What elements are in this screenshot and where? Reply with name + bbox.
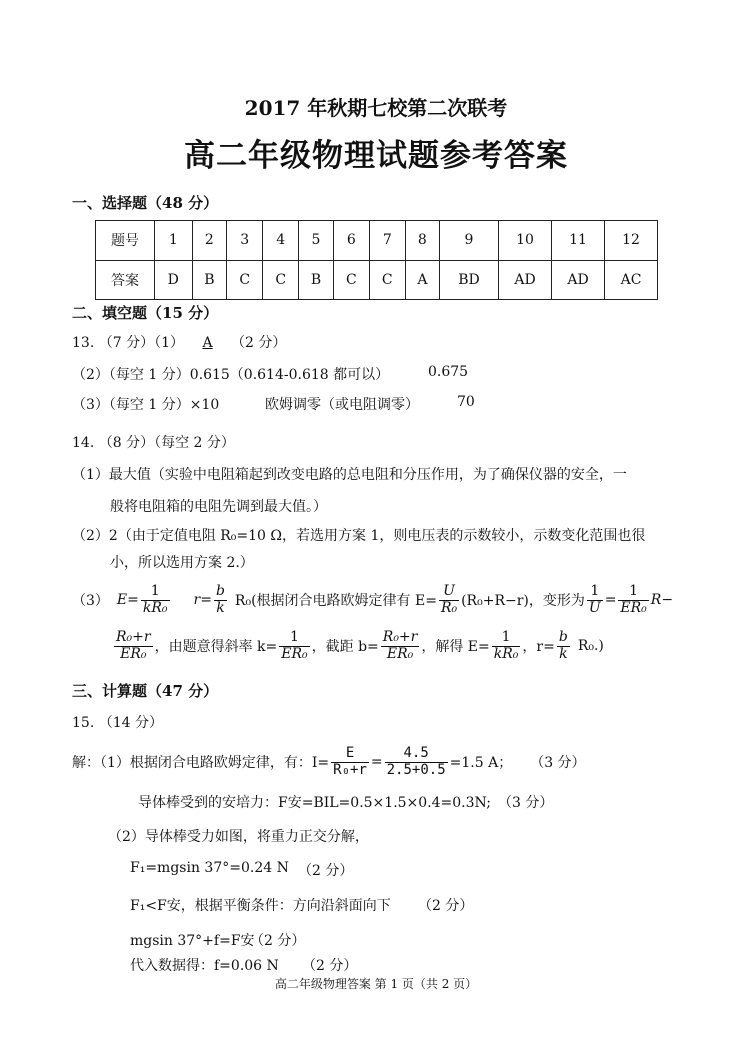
table-cell: BD (440, 260, 499, 300)
table-cell: C (369, 260, 405, 300)
q15-part-2: （2）导体棒受力如图，将重力正交分解， (108, 829, 369, 845)
table-cell: 4 (263, 221, 299, 261)
current-result: =1.5 A； (449, 755, 513, 771)
denominator: U (588, 599, 601, 616)
denominator: ER₀ (120, 645, 147, 662)
row-label: 题号 (96, 221, 155, 261)
ampere-force: 导体棒受到的安培力：F安=BIL=0.5×1.5×0.4=0.3N; (138, 795, 492, 811)
formula-r-eq: r= (193, 592, 212, 608)
table-cell: C (227, 260, 263, 300)
numerator: 1 (141, 584, 170, 600)
fraction (439, 584, 459, 616)
q14-2-line-a: （2）2（由于定值电阻 R₀=10 Ω，若选用方案 1，则电压表的示数较小，示数变化范围也很 (72, 528, 646, 544)
section-3-heading: 三、计算题（47 分） (72, 682, 219, 700)
numerator: R₀+r (116, 629, 151, 646)
fraction (114, 630, 153, 662)
solution-intro: 解：（1）根据闭合电路欧姆定律，有：I= (72, 755, 330, 771)
table-cell: AD (552, 260, 605, 300)
table-cell: 12 (605, 221, 658, 261)
table-cell: 10 (499, 221, 552, 261)
q13-3-value: 70 (457, 394, 475, 410)
table-cell: 5 (299, 221, 334, 261)
slope-text: ，由题意得斜率 k= (154, 639, 278, 655)
table-cell: C (263, 260, 299, 300)
fraction (587, 584, 603, 616)
q13-answer: A (202, 335, 213, 351)
numerator: b (558, 629, 568, 646)
section-2-heading: 二、填空题（15 分） (72, 304, 219, 322)
fraction (385, 746, 448, 778)
table-cell: 3 (227, 221, 263, 261)
denominator: R₀+r (333, 761, 367, 778)
q13-2-line: （2）（每空 1 分）0.615（0.614-0.618 都可以） (72, 367, 390, 383)
denominator: R₀ (440, 599, 458, 616)
q14-3-line-b (112, 626, 604, 666)
fraction (381, 630, 420, 662)
numerator: E (331, 746, 369, 762)
q13-2-value: 0.675 (428, 364, 469, 380)
denominator: ER₀ (281, 645, 308, 662)
numerator: R₀+r (382, 629, 418, 646)
balance-eq: mgsin 37°+f=F安 (130, 933, 255, 949)
q15-heading: 15. （14 分） (72, 715, 163, 731)
page-footer: 高二年级物理答案 第 1 页（共 2 页） (274, 977, 478, 991)
q13-points: （2 分） (231, 335, 287, 351)
fraction (557, 630, 570, 662)
points: （3 分） (530, 755, 586, 771)
numerator: b (215, 583, 225, 600)
f1-eq: F₁=mgsin 37°=0.24 N (130, 860, 289, 876)
points: （2 分） (250, 933, 306, 949)
numerator: 4.5 (385, 746, 448, 762)
table-cell: B (299, 260, 334, 300)
r-text: ，r= (522, 639, 555, 655)
points: （2 分） (418, 898, 474, 914)
equals-sign: = (604, 592, 617, 608)
q13-3-line: （3）（每空 1 分）×10 (72, 397, 220, 413)
denominator: ER₀ (386, 645, 414, 662)
exam-subtitle: 2017 年秋期七校第二次联考 (244, 96, 508, 120)
table-cell: 1 (155, 221, 193, 261)
f1-compare: F₁<F安，根据平衡条件：方向沿斜面向下 (130, 898, 391, 914)
denominator: k (216, 599, 225, 616)
table-cell: 6 (333, 221, 369, 261)
points: （2 分） (302, 958, 358, 974)
denominator: k (559, 645, 568, 662)
table-cell: 8 (405, 221, 439, 261)
q14-heading: 14. （8 分）（每空 2 分） (72, 435, 235, 451)
q13-3-note: 欧姆调零（或电阻调零） (265, 397, 419, 413)
points: （2 分） (298, 863, 354, 879)
row-label: 答案 (96, 260, 155, 300)
page-title: 高二年级物理试题参考答案 (184, 138, 568, 174)
numerator: U (439, 584, 459, 600)
fraction (279, 630, 309, 662)
fraction (492, 630, 521, 662)
fraction (618, 584, 648, 616)
table-cell: 9 (440, 221, 499, 261)
section-1-heading: 一、选择题（48 分） (72, 194, 219, 212)
q14-1-line-a: （1）最大值（实验中电阻箱起到改变电路的总电阻和分压作用，为了确保仪器的安全，一 (72, 467, 627, 483)
fraction (214, 584, 227, 616)
table-cell: 2 (192, 221, 227, 261)
q14-2-line-b: 小，所以选用方案 2.） (110, 555, 254, 571)
friction-result: 代入数据得：f=0.06 N (130, 958, 279, 974)
q14-3-tail: R− (650, 592, 674, 608)
q14-1-line-b: 般将电阻箱的电阻先调到最大值。） (110, 499, 327, 515)
q13-line (72, 332, 286, 352)
table-cell: A (405, 260, 439, 300)
r0-end: R₀.) (577, 638, 604, 654)
equals-sign: = (370, 754, 383, 770)
q15-line-1 (72, 742, 586, 782)
denominator: ER₀ (620, 599, 647, 616)
q14-3-label: （3） (72, 593, 109, 609)
table-cell: D (155, 260, 193, 300)
numerator: 1 (587, 584, 603, 600)
q14-3-line-a (72, 580, 673, 620)
solve-text: ，解得 E= (421, 639, 490, 655)
fraction (331, 746, 369, 778)
fraction (141, 584, 170, 616)
denominator: kR₀ (142, 599, 168, 616)
numerator: 1 (492, 630, 521, 646)
table-row (96, 221, 658, 261)
table-cell: B (192, 260, 227, 300)
table-cell: AC (605, 260, 658, 300)
table-cell: AD (499, 260, 552, 300)
denominator: 2.5+0.5 (386, 761, 446, 778)
table-row (96, 260, 658, 300)
numerator: 1 (279, 630, 309, 646)
numerator: 1 (618, 584, 648, 600)
denominator: kR₀ (493, 645, 519, 662)
table-cell: C (333, 260, 369, 300)
intercept-text: ，截距 b= (311, 639, 379, 655)
q14-3-explain-2: (R₀+R−r)，变形为 (461, 593, 585, 609)
answer-table (95, 220, 658, 300)
points: （3 分） (498, 795, 554, 811)
table-cell: 7 (369, 221, 405, 261)
table-cell: 11 (552, 221, 605, 261)
q14-3-explain: R₀(根据闭合电路欧姆定律有 E= (234, 593, 437, 609)
q13-label: 13. （7 分）（1） (72, 335, 184, 351)
formula-e-eq: E= (116, 592, 139, 608)
